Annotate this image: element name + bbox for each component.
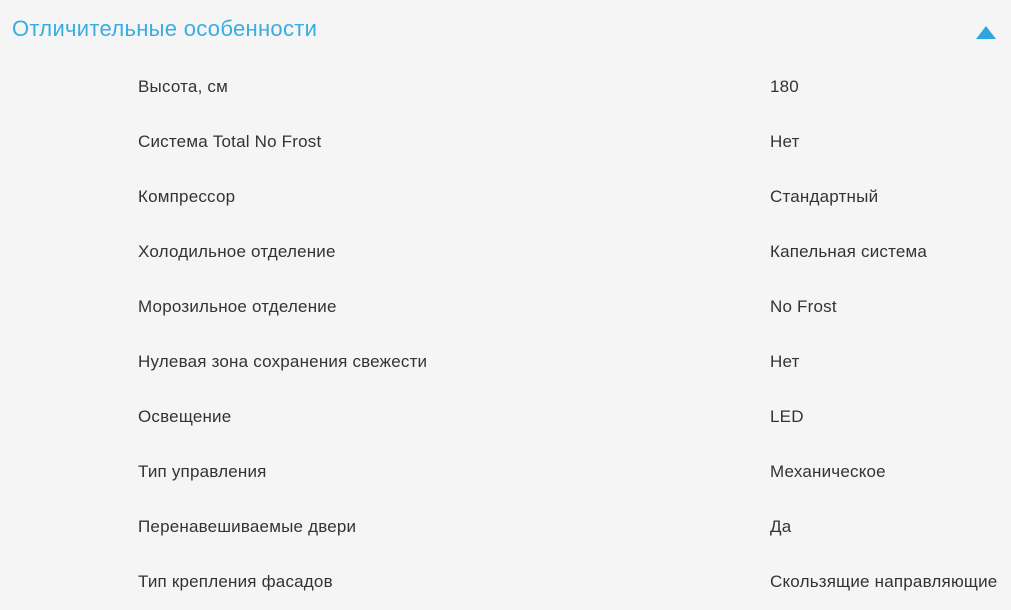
spec-value: 180 [770, 77, 799, 97]
spec-label: Система Total No Frost [138, 132, 322, 152]
spec-label: Морозильное отделение [138, 297, 337, 317]
section-title: Отличительные особенности [12, 16, 318, 41]
spec-value: Скользящие направляющие [770, 572, 998, 592]
spec-label: Холодильное отделение [138, 242, 336, 262]
collapse-section-button[interactable] [974, 22, 998, 42]
section-header[interactable] [0, 0, 1011, 60]
spec-row [0, 335, 1011, 390]
triangle-up-icon [976, 26, 996, 39]
spec-row [0, 225, 1011, 280]
spec-row [0, 280, 1011, 335]
spec-label: Нулевая зона сохранения свежести [138, 352, 428, 372]
spec-row [0, 445, 1011, 500]
spec-row [0, 390, 1011, 445]
spec-label: Высота, см [138, 77, 229, 97]
spec-row [0, 60, 1011, 115]
spec-value: Нет [770, 132, 800, 152]
spec-row [0, 555, 1011, 610]
spec-value: Капельная система [770, 242, 928, 262]
spec-label: Перенавешиваемые двери [138, 517, 357, 537]
spec-value: Механическое [770, 462, 886, 482]
spec-label: Компрессор [138, 187, 236, 207]
spec-rows [0, 60, 1011, 610]
spec-value: No Frost [770, 297, 837, 317]
spec-row [0, 115, 1011, 170]
spec-row [0, 500, 1011, 555]
spec-row [0, 170, 1011, 225]
spec-value: Да [770, 517, 792, 537]
spec-label: Освещение [138, 407, 232, 427]
spec-value: LED [770, 407, 804, 427]
spec-label: Тип крепления фасадов [138, 572, 333, 592]
spec-value: Стандартный [770, 187, 879, 207]
spec-label: Тип управления [138, 462, 267, 482]
spec-value: Нет [770, 352, 800, 372]
